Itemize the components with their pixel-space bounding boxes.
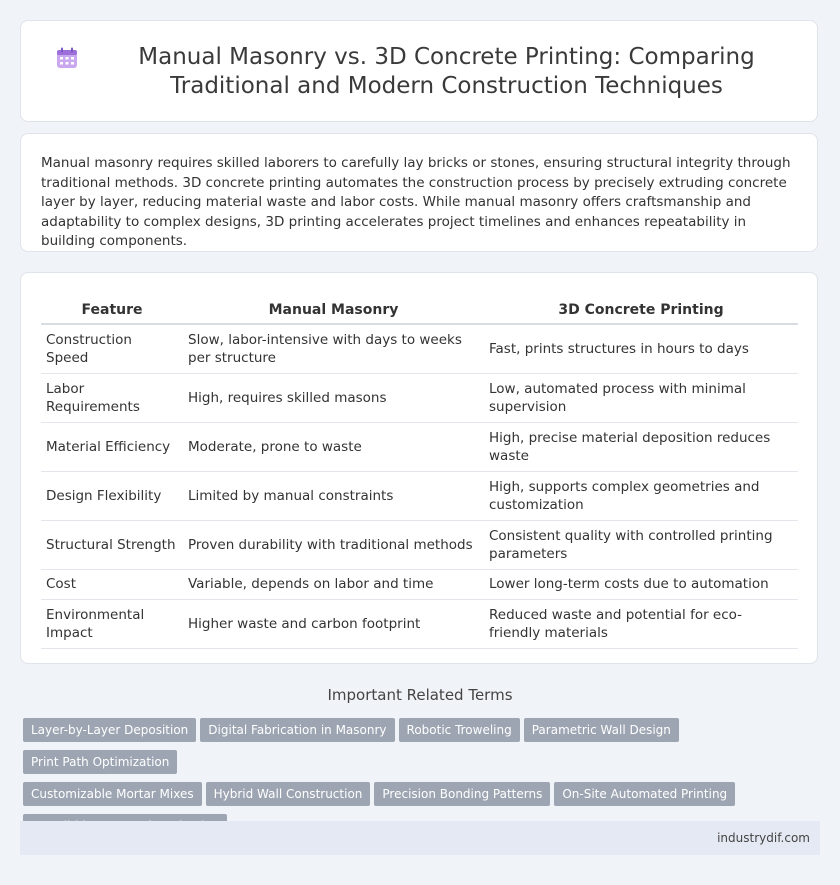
calendar-icon (56, 47, 78, 69)
3d-printing-cell: Fast, prints structures in hours to days (484, 324, 798, 373)
manual-masonry-cell: Proven durability with traditional methods (183, 520, 484, 569)
manual-masonry-cell: Higher waste and carbon footprint (183, 599, 484, 648)
related-term-tag[interactable]: Customizable Mortar Mixes (23, 782, 202, 806)
table-row (41, 569, 798, 599)
footer-site-link[interactable]: industrydif.com (717, 831, 810, 845)
3d-printing-cell: Reduced waste and potential for eco-friendly materials (484, 599, 798, 648)
footer (20, 821, 820, 855)
feature-cell: Material Efficiency (41, 422, 183, 471)
3d-printing-cell: Low, automated process with minimal supervision (484, 373, 798, 422)
feature-cell: Structural Strength (41, 520, 183, 569)
table-row (41, 471, 798, 520)
table-header-row (41, 293, 798, 324)
manual-masonry-cell: Slow, labor-intensive with days to weeks per structure (183, 324, 484, 373)
feature-cell: Cost (41, 569, 183, 599)
3d-printing-cell: High, supports complex geometries and customization (484, 471, 798, 520)
table-row (41, 422, 798, 471)
table-row (41, 324, 798, 373)
page-title: Manual Masonry vs. 3D Concrete Printing: Comparing Traditional and Modern Construction Techniques (138, 44, 755, 99)
related-term-tag[interactable]: Layer-by-Layer Deposition (23, 718, 196, 742)
related-term-tag[interactable]: Digital Fabrication in Masonry (200, 718, 394, 742)
table-row (41, 373, 798, 422)
related-term-tag[interactable]: Robotic Troweling (399, 718, 520, 742)
feature-cell: Labor Requirements (41, 373, 183, 422)
feature-cell: Design Flexibility (41, 471, 183, 520)
3d-printing-cell: Consistent quality with controlled printing parameters (484, 520, 798, 569)
related-term-tag[interactable]: Precision Bonding Patterns (374, 782, 550, 806)
manual-masonry-cell: Moderate, prone to waste (183, 422, 484, 471)
column-header-3d-concrete-printing: 3D Concrete Printing (484, 293, 798, 324)
comparison-table (41, 293, 798, 649)
title-card (20, 20, 818, 122)
related-term-tag[interactable]: Hybrid Wall Construction (206, 782, 371, 806)
related-term-tag[interactable]: On-Site Automated Printing (554, 782, 735, 806)
comparison-table-card (20, 272, 818, 664)
manual-masonry-cell: Limited by manual constraints (183, 471, 484, 520)
feature-cell: Construction Speed (41, 324, 183, 373)
column-header-manual-masonry: Manual Masonry (183, 293, 484, 324)
column-header-feature: Feature (41, 293, 183, 324)
related-term-tag[interactable]: Print Path Optimization (23, 750, 177, 774)
related-term-tag[interactable]: Parametric Wall Design (524, 718, 679, 742)
manual-masonry-cell: High, requires skilled masons (183, 373, 484, 422)
feature-cell: Environmental Impact (41, 599, 183, 648)
intro-paragraph: Manual masonry requires skilled laborers to carefully lay bricks or stones, ensuring structural integrity through traditional methods. 3D concrete printing automates the construction process by precisely extruding concrete layer by layer, reducing material waste and labor costs. While manual masonry offers craftsmanship and adaptability to complex designs, 3D printing accelerates project timelines and enhances repeatability in building components. (41, 155, 791, 249)
table-row (41, 599, 798, 648)
manual-masonry-cell: Variable, depends on labor and time (183, 569, 484, 599)
table-row (41, 520, 798, 569)
3d-printing-cell: Lower long-term costs due to automation (484, 569, 798, 599)
intro-card (20, 133, 818, 252)
3d-printing-cell: High, precise material deposition reduces waste (484, 422, 798, 471)
related-terms-heading: Important Related Terms (327, 686, 513, 704)
